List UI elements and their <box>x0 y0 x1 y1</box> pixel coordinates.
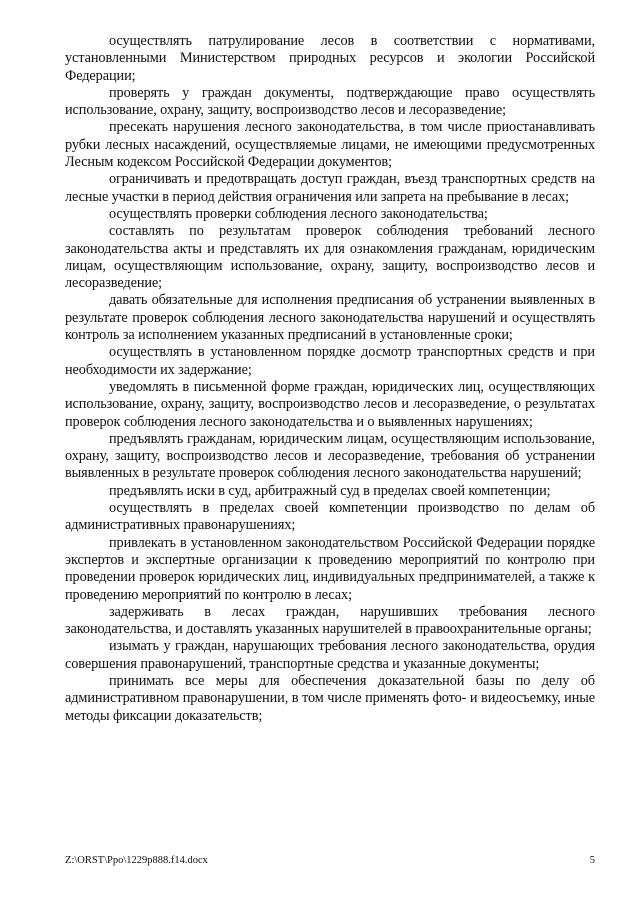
paragraph-detain-citizens: задерживать в лесах граждан, нарушивших требования лесного законодательства, и доставлять указанных нарушителей в правоохранительные органы; <box>65 603 595 638</box>
paragraph-vehicle-inspection: осуществлять в установленном порядке досмотр транспортных средств и при необходимости их задержание; <box>65 344 595 378</box>
paragraph-draw-up-acts: составлять по результатам проверок соблюдения требований лесного законодательства акты и представлять их для ознакомления гражданам, юридическим лицам, осуществляющим использование, охрану, защиту, воспроизводство лесов и лесоразведение; <box>65 223 595 292</box>
document-body <box>65 33 595 725</box>
paragraph-seize-tools: изымать у граждан, нарушающих требования лесного законодательства, орудия совершения правонарушений, транспортные средства и указанные документы; <box>65 638 595 672</box>
paragraph-notify: уведомлять в письменной форме граждан, юридических лиц, осуществляющих использование, охрану, защиту, воспроизводство лесов и лесоразведение, о результатах проверок соблюдения лесного законодательства и о выявленных нарушениях; <box>65 378 595 430</box>
paragraph-restrict-access: ограничивать и предотвращать доступ граждан, въезд транспортных средств на лесные участки в период действия ограничения или запрета на пребывание в лесах; <box>65 171 595 205</box>
paragraph-stop-violations: пресекать нарушения лесного законодательства, в том числе приостанавливать рубки лесных насаждений, осуществляемые лицами, не имеющими предусмотренных Лесным кодексом Российской Федерации документов; <box>65 119 595 171</box>
paragraph-inspections: осуществлять проверки соблюдения лесного законодательства; <box>109 205 488 222</box>
page-footer <box>65 855 595 866</box>
paragraph-present-requirements: предъявлять гражданам, юридическим лицам, осуществляющим использование, охрану, защиту, воспроизводство лесов и лесоразведение, требования об устранении выявленных в результате проверок соблюдения лесного законодательства нарушений; <box>65 430 595 482</box>
paragraph-administrative-cases: осуществлять в пределах своей компетенции производство по делам об административных правонарушениях; <box>65 500 595 534</box>
paragraph-file-lawsuits: предъявлять иски в суд, арбитражный суд в пределах своей компетенции; <box>109 482 551 499</box>
paragraph-evidence-measures: принимать все меры для обеспечения доказательной базы по делу об административном правонарушении, в том числе применять фото- и видеосъемку, иные методы фиксации доказательств; <box>65 672 595 724</box>
footer-file-path: Z:\ORST\Ppo\1229p888.f14.docx <box>65 855 208 866</box>
paragraph-check-documents: проверять у граждан документы, подтверждающие право осуществлять использование, охрану, защиту, воспроизводство лесов и лесоразведение; <box>65 84 595 119</box>
paragraph-patrol: осуществлять патрулирование лесов в соответствии с нормативами, установленными Министерством природных ресурсов и экологии Российской Федерации; <box>65 33 595 84</box>
paragraph-engage-experts: привлекать в установленном законодательством Российской Федерации порядке экспертов и экспертные организации к проведению мероприятий по контролю при проведении проверок юридических лиц, индивидуальных предпринимателей, а также к проведению мероприятий по контролю в лесах; <box>65 534 595 603</box>
page-number: 5 <box>589 855 595 866</box>
paragraph-issue-orders: давать обязательные для исполнения предписания об устранении выявленных в результате проверок соблюдения лесного законодательства нарушений и осуществлять контроль за исполнением указанных предписаний в установленные сроки; <box>65 292 595 344</box>
